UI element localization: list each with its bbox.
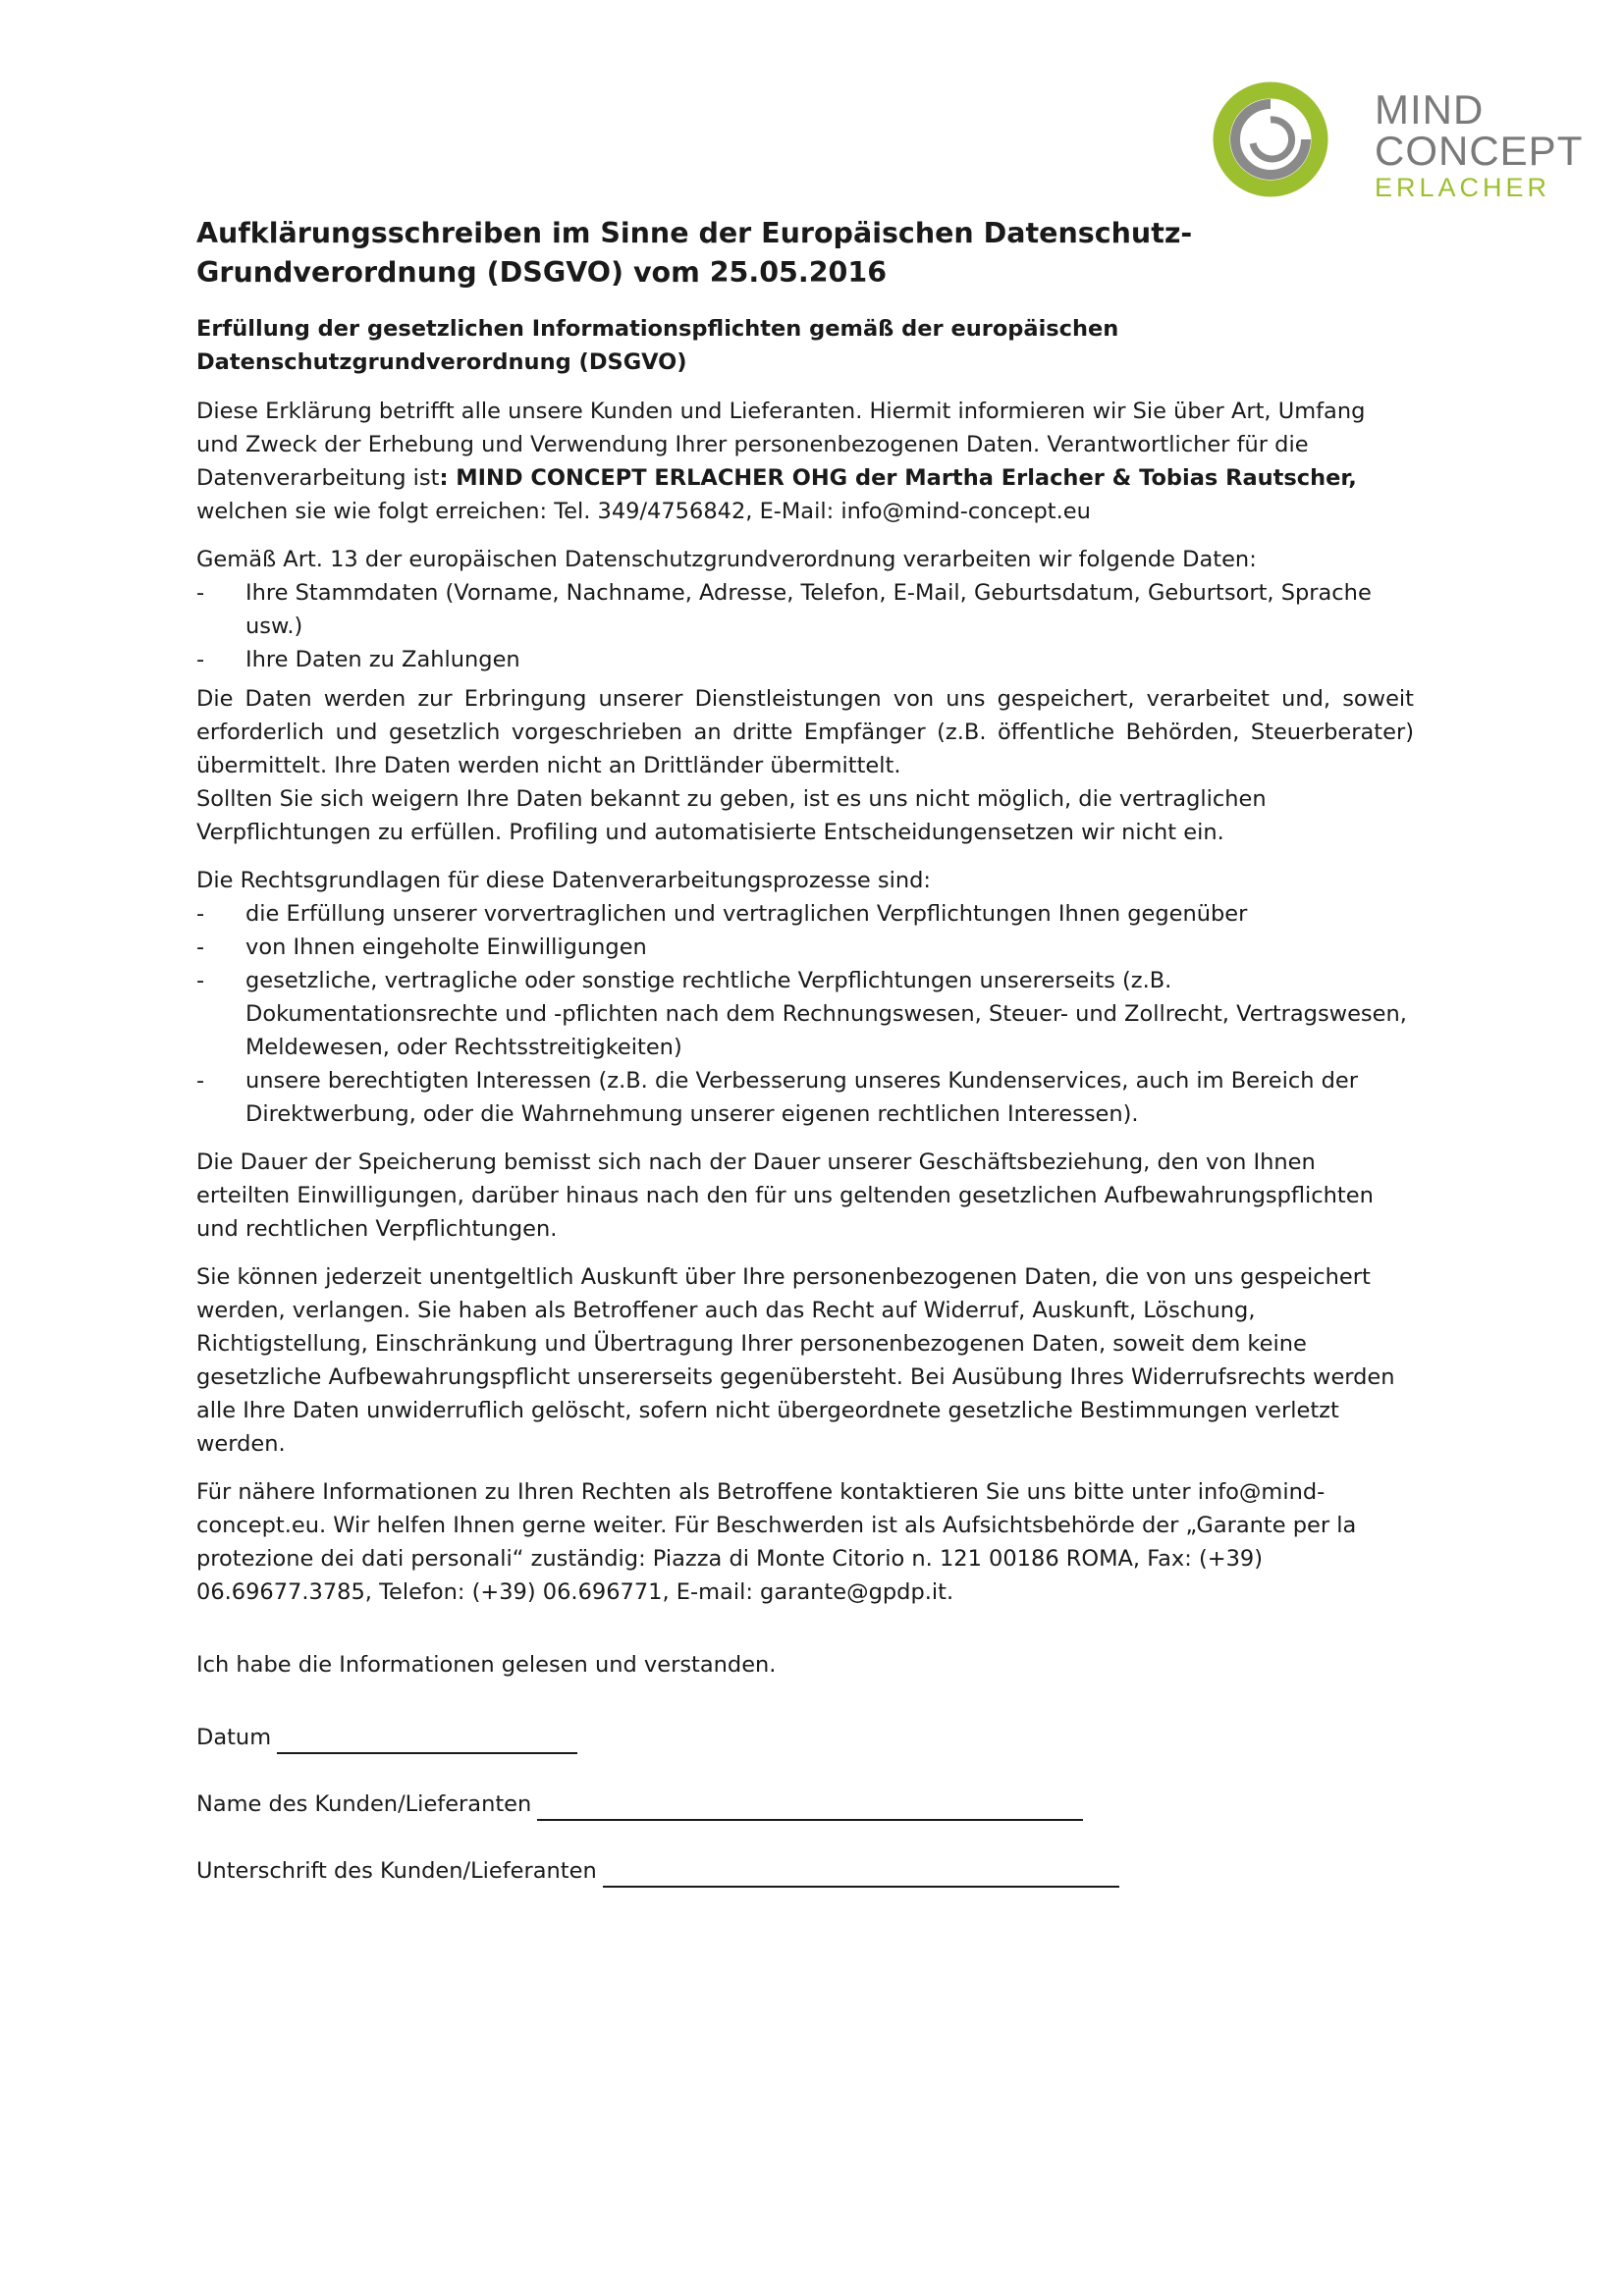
name-label: Name des Kunden/Lieferanten	[196, 1791, 532, 1817]
date-field-row	[196, 1721, 1414, 1754]
intro-text-2: welchen sie wie folgt erreichen: Tel. 349/4756842, E-Mail: info@mind-concept.eu	[196, 499, 1091, 524]
intro-paragraph	[196, 395, 1414, 528]
logo-text-mind: MIND	[1375, 86, 1485, 133]
list-item: - von Ihnen eingeholte Einwilligungen	[196, 931, 1414, 964]
signature-field-row	[196, 1854, 1414, 1888]
signature-line[interactable]	[603, 1860, 1119, 1888]
controller-name: : MIND CONCEPT ERLACHER OHG der Martha Erlacher & Tobias Rautscher,	[439, 465, 1357, 491]
list-item: - gesetzliche, vertragliche oder sonstige rechtliche Verpflichtungen unsererseits (z.B. Dokumentationsrechte und -pflichten nach dem Rechnungswesen, Steuer- und Zollrecht, Vertragswesen, Meldewesen, oder Rechtsstreitigkeiten)	[196, 964, 1414, 1064]
logo-text-erlacher: ERLACHER	[1375, 173, 1551, 202]
name-field-row	[196, 1788, 1414, 1821]
list-item: - die Erfüllung unserer vorvertraglichen und vertraglichen Verpflichtungen Ihnen gegenüber	[196, 897, 1414, 931]
list-item: - Ihre Stammdaten (Vorname, Nachname, Adresse, Telefon, E-Mail, Geburtsdatum, Geburtsort, Sprache usw.)	[196, 576, 1414, 643]
document-body	[196, 214, 1414, 1888]
confirmation-text: Ich habe die Informationen gelesen und verstanden.	[196, 1652, 777, 1678]
data-categories-list	[196, 576, 1414, 676]
list-item: - Ihre Daten zu Zahlungen	[196, 643, 1414, 676]
date-line[interactable]	[277, 1727, 577, 1754]
storage-duration-paragraph: Die Dauer der Speicherung bemisst sich nach der Dauer unserer Geschäftsbeziehung, den von Ihnen erteilten Einwilligungen, darüber hinaus nach den für uns geltenden gesetzlichen Aufbewahrungspflichten und rechtlichen Verpflichtungen.	[196, 1149, 1374, 1242]
name-line[interactable]	[537, 1793, 1083, 1821]
processing-paragraph-1: Die Daten werden zur Erbringung unserer Dienstleistungen von uns gespeichert, verarbeitet und, soweit erforderlich und gesetzlich vorgeschrieben an dritte Empfänger (z.B. öffentliche Behörden, Steuerberater) übermittelt. Ihre Daten werden nicht an Drittländer übermittelt.	[196, 686, 1414, 778]
rights-paragraph: Sie können jederzeit unentgeltlich Auskunft über Ihre personenbezogenen Daten, die von uns gespeichert werden, verlangen. Sie haben als Betroffener auch das Recht auf Widerruf, Auskunft, Löschung, Richtigstellung, Einschränkung und Übertragung Ihrer personenbezogenen Daten, soweit dem keine gesetzliche Aufbewahrungspflicht unsererseits gegenübersteht. Bei Ausübung Ihres Widerrufsrechts werden alle Ihre Daten unwiderruflich gelöscht, sofern nicht übergeordnete gesetzliche Bestimmungen verletzt werden.	[196, 1264, 1395, 1457]
signature-label: Unterschrift des Kunden/Lieferanten	[196, 1858, 597, 1884]
company-logo	[1210, 79, 1584, 202]
list-item: - unsere berechtigten Interessen (z.B. die Verbesserung unseres Kundenservices, auch im Bereich der Direktwerbung, oder die Wahrnehmung unserer eigenen rechtlichen Interessen).	[196, 1064, 1414, 1131]
intro-text-1: Diese Erklärung betrifft alle unsere Kunden und Lieferanten. Hiermit informieren wir Sie über Art, Umfang und Zweck der Erhebung und Verwendung Ihrer personenbezogenen Daten. Verantwortlicher für die Datenverarbeitung ist	[196, 399, 1366, 491]
legal-basis-lead: Die Rechtsgrundlagen für diese Datenverarbeitungsprozesse sind:	[196, 868, 932, 893]
document-title: Aufklärungsschreiben im Sinne der Europäischen Datenschutz-Grundverordnung (DSGVO) vom 25.05.2016	[196, 217, 1193, 289]
document-subtitle: Erfüllung der gesetzlichen Informationspflichten gemäß der europäischen Datenschutzgrundverordnung (DSGVO)	[196, 316, 1119, 375]
legal-basis-list	[196, 897, 1414, 1131]
date-label: Datum	[196, 1725, 272, 1750]
spiral-logo-icon	[1210, 79, 1332, 201]
processing-paragraph-2: Sollten Sie sich weigern Ihre Daten bekannt zu geben, ist es uns nicht möglich, die vertraglichen Verpflichtungen zu erfüllen. Profiling und automatisierte Entscheidungensetzen wir nicht ein.	[196, 786, 1267, 845]
contact-paragraph: Für nähere Informationen zu Ihren Rechten als Betroffene kontaktieren Sie uns bitte unter info@mind-concept.eu. Wir helfen Ihnen gerne weiter. Für Beschwerden ist als Aufsichtsbehörde der „Garante per la protezione dei dati personali“ zuständig: Piazza di Monte Citorio n. 121 00186 ROMA, Fax: (+39) 06.69677.3785, Telefon: (+39) 06.696771, E-mail: garante@gpdp.it.	[196, 1479, 1357, 1605]
logo-text-concept: CONCEPT	[1375, 128, 1584, 174]
art13-lead: Gemäß Art. 13 der europäischen Datenschutzgrundverordnung verarbeiten wir folgende Daten:	[196, 547, 1257, 572]
